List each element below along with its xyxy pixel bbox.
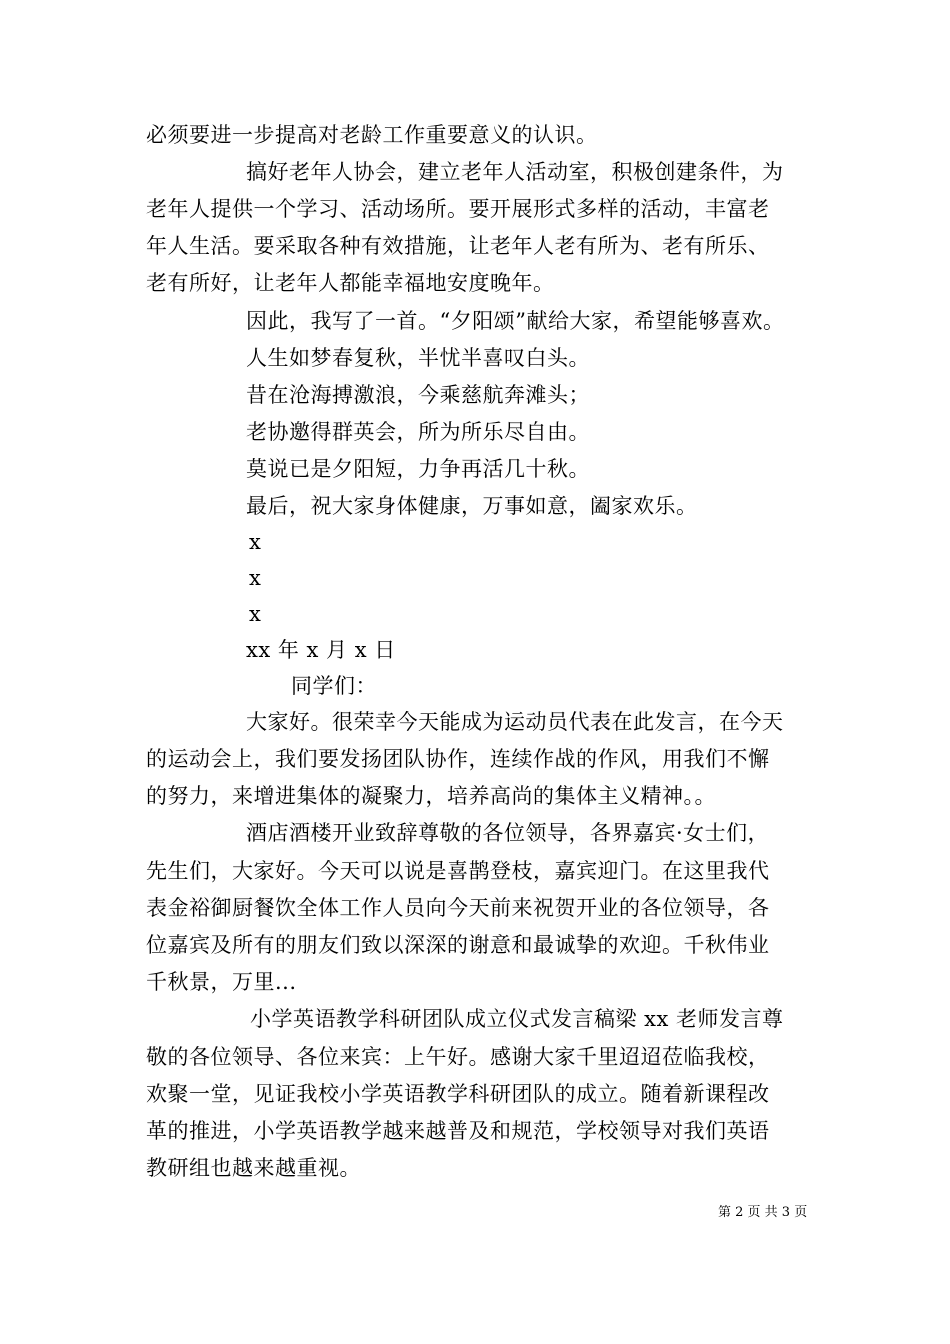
text-line: 最后，祝大家身体健康，万事如意，阖家欢乐。 (246, 494, 698, 518)
text-line: 老年人提供一个学习、活动场所。要开展形式多样的活动，丰富老 (146, 197, 770, 221)
text-line: 的努力，来增进集体的凝聚力，培养高尚的集体主义精神。。 (146, 784, 716, 808)
greeting-line: 同学们： (291, 674, 377, 698)
text-line: 年人生活。要采取各种有效措施，让老年人老有所为、老有所乐、 (146, 234, 770, 258)
text-line: 表金裕御厨餐饮全体工作人员向今天前来祝贺开业的各位领导，各 (146, 896, 770, 920)
text-line: 老有所好，让老年人都能幸福地安度晚年。 (146, 271, 555, 295)
signature-line: x (249, 602, 262, 626)
text-line: 敬的各位领导、各位来宾：上午好。感谢大家千里迢迢莅临我校， (146, 1045, 770, 1069)
poem-line: 昔在沧海搏激浪，今乘慈航奔滩头； (246, 383, 590, 407)
text-line: 教研组也越来越重视。 (146, 1156, 361, 1180)
text-line: 欢聚一堂，见证我校小学英语教学科研团队的成立。随着新课程改 (146, 1082, 770, 1106)
poem-line: 老协邀得群英会，所为所乐尽自由。 (246, 420, 590, 444)
date-line: xx 年 x 月 x 日 (246, 638, 396, 662)
text-line: 酒店酒楼开业致辞尊敬的各位领导，各界嘉宾·女士们， (246, 821, 770, 845)
poem-line: 莫说已是夕阳短，力争再活几十秋。 (246, 457, 590, 481)
signature-line: x (249, 530, 262, 554)
text-line: 先生们，大家好。今天可以说是喜鹊登枝，嘉宾迎门。在这里我代 (146, 859, 770, 883)
text-line: 千秋景，万里... (146, 970, 297, 994)
signature-line: x (249, 566, 262, 590)
text-line: 大家好。很荣幸今天能成为运动员代表在此发言，在今天 (246, 710, 784, 734)
text-line: 搞好老年人协会，建立老年人活动室，积极创建条件，为 (246, 160, 784, 184)
text-line: 革的推进，小学英语教学越来越普及和规范，学校领导对我们英语 (146, 1119, 770, 1143)
text-line: 的运动会上，我们要发扬团队协作，连续作战的作风，用我们不懈 (146, 747, 770, 771)
text-line: 必须要进一步提高对老龄工作重要意义的认识。 (146, 123, 598, 147)
poem-line: 人生如梦春复秋，半忧半喜叹白头。 (246, 346, 590, 370)
page-number: 第 2 页 共 3 页 (718, 1205, 808, 1220)
text-line: 小学英语教学科研团队成立仪式发言稿梁 xx 老师发言尊 (250, 1007, 784, 1031)
text-line: 位嘉宾及所有的朋友们致以深深的谢意和最诚挚的欢迎。千秋伟业 (146, 933, 770, 957)
text-line: 因此，我写了一首。“夕阳颂”献给大家，希望能够喜欢。 (246, 309, 785, 333)
